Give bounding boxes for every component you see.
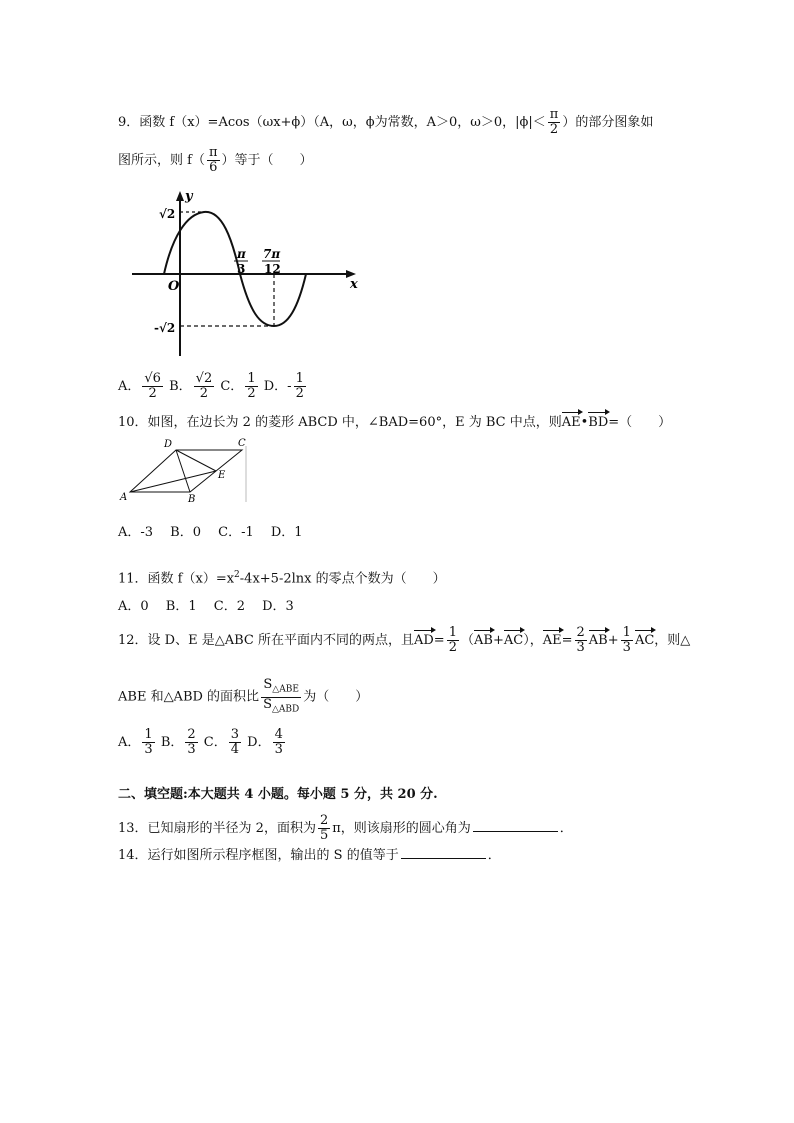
opt-b-frac: $\frac{√2}{2}$	[195, 371, 213, 401]
q11-options: A．0 B．1 C．2 D．3	[118, 599, 294, 614]
q10-options: A．-3 B．0 C．-1 D．1	[118, 525, 303, 540]
answer-blank-13[interactable]	[473, 819, 558, 832]
frac-one-half: $\frac{1}{2}$	[448, 625, 457, 655]
vector-ac: AC	[504, 628, 523, 650]
pi-over-3-num: π	[237, 247, 246, 261]
label-d: D	[164, 439, 173, 450]
cosine-curve	[164, 212, 306, 326]
q13-stem: 13．已知扇形的半径为 2，面积为 $\frac{2}{5}$ π，则该扇形的圆心角为 ．	[118, 813, 573, 843]
opt-c-frac: $\frac{1}{2}$	[247, 371, 256, 401]
area-ratio-frac: $\frac{S_{\triangle ABE}}{S_{\triangle ABD}}$	[263, 677, 300, 715]
y-arrow	[176, 191, 184, 201]
vector-ab: AB	[474, 628, 493, 650]
y-label: y	[185, 189, 193, 204]
vector-bd: BD	[588, 410, 608, 432]
x-label: x	[350, 277, 358, 292]
frac-two-thirds: $\frac{2}{3}$	[576, 625, 585, 655]
label-b: B	[188, 494, 196, 505]
q10-stem: 10．如图，在边长为 2 的菱形 ABCD 中，∠BAD=60°，E 为 BC 中点，则AE•BD=（ ）	[118, 410, 671, 432]
sqrt2-label: √2	[159, 207, 176, 221]
q9-line1: 9．函数 f（x）=Acos（ωx+ϕ）（A，ω，ϕ为常数，A＞0，ω＞0，|ϕ|＜ $\frac{\pi}{2}$ ）的部分图象如	[118, 107, 654, 137]
q10-rhombus-figure	[118, 436, 253, 506]
q9-line2: 图所示，则 f（ $\frac{\pi}{6}$ ）等于（ ）	[118, 145, 313, 175]
vector-ae: AE	[543, 628, 562, 650]
label-a: A	[120, 492, 128, 503]
q12-line1: 12．设 D、E 是△ABC 所在平面内不同的两点，且AD= $\frac{1}{2}$ （AB+AC），AE= $\frac{2}{3}$ AB+ $\frac{1}{3}$ AC，则△	[118, 625, 691, 655]
label-c: C	[238, 438, 246, 449]
vector-ac-2: AC	[635, 628, 654, 650]
label-e: E	[218, 470, 226, 481]
q12-options: A． $\frac{1}{3}$ B． $\frac{2}{3}$ C． $\frac{3}{4}$ D． $\frac{4}{3}$	[118, 727, 283, 757]
answer-blank-14[interactable]	[401, 846, 486, 859]
section-2-heading: 二、填空题:本大题共 4 小题。每小题 5 分，共 20 分.	[118, 787, 438, 802]
pi-over-2: $\frac{\pi}{2}$	[549, 107, 559, 137]
vector-ae: AE	[562, 410, 581, 432]
7pi-over-12-den: 12	[264, 262, 281, 276]
pi-over-3-den: 3	[237, 262, 246, 276]
q9-cosine-graph	[128, 188, 364, 358]
neg-sqrt2-label: -√2	[154, 321, 176, 335]
pi-over-6: $\frac{\pi}{6}$	[208, 145, 218, 175]
7pi-over-12-num: 7π	[263, 247, 281, 261]
opt-d-frac: $\frac{1}{2}$	[295, 371, 304, 401]
q11-stem: 11．函数 $f(x)=x^2-4x+5-2\ln x$ 的零点个数为（ ）	[118, 570, 446, 587]
opt-a-frac: $\frac{√6}{2}$	[144, 371, 161, 401]
vector-ad: AD	[414, 628, 434, 650]
origin-label: O	[168, 279, 180, 294]
vector-ab-2: AB	[589, 628, 608, 650]
q12-line2: ABE 和△ABD 的面积比 $\frac{S_{\triangle ABE}}{S_{\triangle ABD}}$ 为（ ）	[118, 677, 369, 715]
frac-one-third: $\frac{1}{3}$	[622, 625, 631, 655]
q14-stem: 14．运行如图所示程序框图，输出的 S 的值等于 ．	[118, 848, 501, 863]
frac-two-fifths: $\frac{2}{5}$	[319, 813, 329, 843]
q9-options: A． $\frac{√6}{2}$ B． $\frac{√2}{2}$ C． $\frac{1}{2}$ D．- $\frac{1}{2}$	[118, 371, 304, 401]
